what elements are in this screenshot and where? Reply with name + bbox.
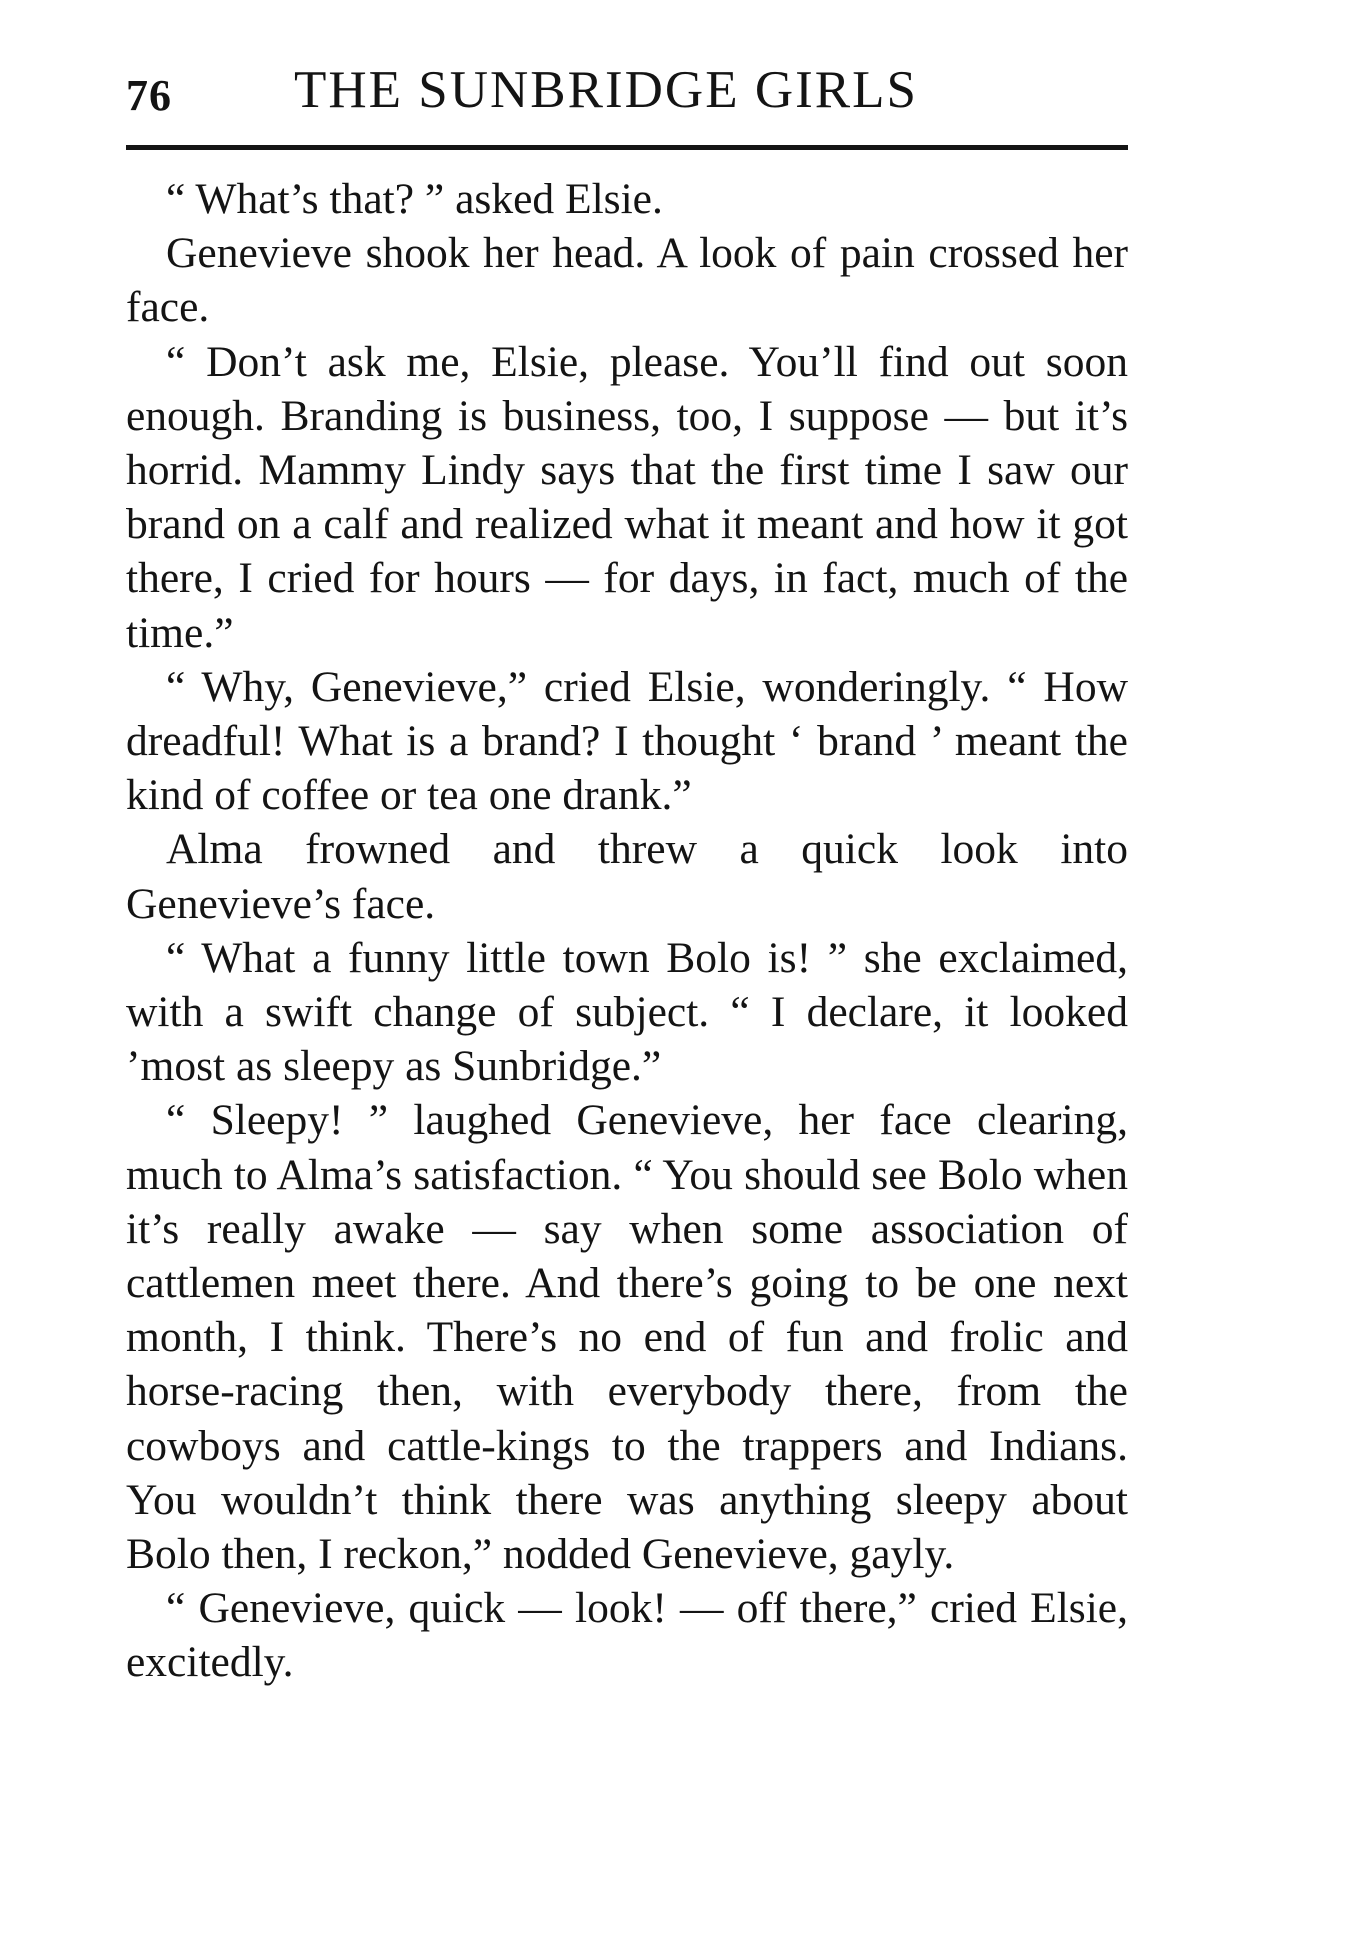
paragraph: Alma frowned and threw a quick look into Genevieve’s face. bbox=[126, 825, 1128, 928]
page-header bbox=[126, 60, 1128, 130]
paragraph: “ Sleepy! ” laughed Genevieve, her face clearing, much to Alma’s satisfaction. “ You should see Bolo when it’s really awake — say when some association of cattlemen meet there. And there’s going to be one next month, I think. There’s no end of fun and frolic and horse-racing then, with everybody there, from the cowboys and cattle-kings to the trappers and Indians. You wouldn’t think there was anything sleepy about Bolo then, I reckon,” nodded Genevieve, gayly. bbox=[126, 1096, 1128, 1579]
paragraph: “ What’s that? ” asked Elsie. bbox=[166, 175, 663, 223]
page-number: 76 bbox=[126, 71, 172, 120]
header-rule bbox=[126, 145, 1128, 150]
paragraph: “ Why, Genevieve,” cried Elsie, wonderingly. “ How dreadful! What is a brand? I thought ‘ brand ’ meant the kind of coffee or tea one drank.” bbox=[126, 662, 1128, 820]
paragraph: Genevieve shook her head. A look of pain crossed her face. bbox=[126, 229, 1128, 332]
body-text bbox=[126, 172, 1128, 1690]
paragraph: “ What a funny little town Bolo is! ” she exclaimed, with a swift change of subject. “ I declare, it looked ’most as sleepy as Sunbridge.” bbox=[126, 933, 1128, 1091]
running-title: THE SUNBRIDGE GIRLS bbox=[294, 61, 918, 119]
paragraph: “ Don’t ask me, Elsie, please. You’ll find out soon enough. Branding is business, too, I suppose — but it’s horrid. Mammy Lindy says that the first time I saw our brand on a calf and realized what it meant and how it got there, I cried for hours — for days, in fact, much of the time.” bbox=[126, 337, 1128, 657]
paragraph: “ Genevieve, quick — look! — off there,” cried Elsie, excitedly. bbox=[126, 1584, 1128, 1687]
